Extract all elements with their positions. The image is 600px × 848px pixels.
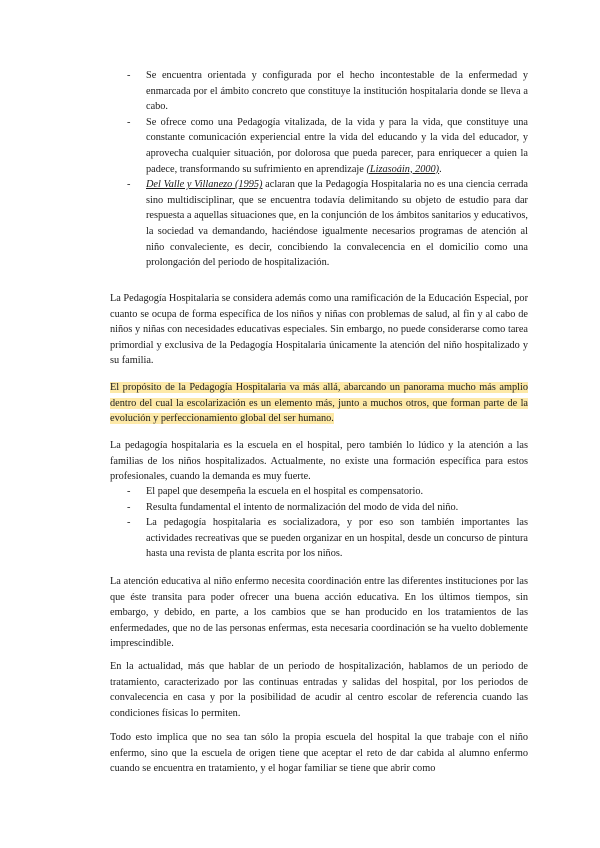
list-item-text: La pedagogía hospitalaria es socializadora, y por eso son también importantes las actividades recreativas que se pueden organizar en un hospital, desde un concurso de pintura hasta una revista de planta escrita por los niños. xyxy=(146,517,528,560)
paragraph-coordinacion: La atención educativa al niño enfermo necesita coordinación entre las diferentes instituciones por las que éste transita para poder ofrecer una buena acción educativa. En los últimos tiempos, sin embargo, y debido, en parte, a los cambios que se han producido en los tratamientos de las enfermedades, que no de las personas enfermas, esta necesaria coordinación se ha vuelto doblemente imprescindible. xyxy=(110,576,528,650)
dash-bullet: - xyxy=(127,179,131,191)
paragraph-tratamiento: En la actualidad, más que hablar de un periodo de hospitalización, hablamos de un periodo de tratamiento, caracterizado por las continuas entradas y salidas del hospital, por los periodos de convalecencia en casa y por la posibilidad de acudir al centro escolar de referencia cuando las condiciones físicas lo permiten. xyxy=(110,661,528,719)
dash-bullet: - xyxy=(127,486,131,497)
list-item-text: Se ofrece como una Pedagogía vitalizada, de la vida y para la vida, que constituye una constante comunicación experiencial entre la vida del educando y la vida del educador, y aprovecha cualquier situación, por dolorosa que pueda parecer, para enriquecer a quien la padece, transformando su sufrimiento en aprendizaje xyxy=(146,116,528,175)
paragraph-educacion-especial: La Pedagogía Hospitalaria se considera además como una ramificación de la Educación Especial, por cuanto se ocupa de forma específica de los niños y niñas con problemas de salud, al fin y al cabo de niños y niñas con necesidades educativas especiales. Sin embargo, no puede considerarse como tarea primordial y exclusiva de la Pedagogía Hospitalaria únicamente la atención del niño hospitalizado y su familia. xyxy=(110,293,528,367)
list-item-end: . xyxy=(439,163,442,175)
dash-bullet: - xyxy=(127,116,131,128)
list-item-text: aclaran que la Pedagogía Hospitalaria no es una ciencia cerrada sino multidisciplinar, que se encuentra todavía delimitando su objeto de estudio para dar respuesta a aquellas situaciones que, en la conjunción de los ámbitos sanitarios y educativos, la sociedad va demandando, haciéndose igualmente necesarios programas de atención al niño convaleciente, es decir, concibiendo la convalecencia en el domicilio como una prolongación del periodo de hospitalización. xyxy=(146,179,529,269)
bullet-list-roles xyxy=(110,484,528,562)
list-item-text: Se encuentra orientada y configurada por el hecho incontestable de la enfermedad y enmarcada por el ámbito concreto que constituye la institución hospitalaria donde se lleva a cabo. xyxy=(146,70,528,113)
citation-lizasoain: (Lizasoáin, 2000) xyxy=(366,163,440,175)
paragraph-highlighted xyxy=(110,380,528,427)
highlighted-text: El propósito de la Pedagogía Hospitalaria va más allá, abarcando un panorama mucho más amplio dentro del cual la escolarización es un elemento más, junto a muchos otros, que forman parte de la evolución y perfeccionamiento global del ser humano. xyxy=(110,382,528,425)
paragraph-escuela-hospital: La pedagogía hospitalaria es la escuela en el hospital, pero también lo lúdico y la atención a las familias de los niños hospitalizados. Actualmente, no existe una formación específica para estos profesionales, cuando la demanda es muy fuerte. xyxy=(110,440,528,483)
list-item xyxy=(110,177,528,271)
dash-bullet: - xyxy=(127,501,131,513)
bullet-list-characteristics xyxy=(110,68,528,271)
citation-del-valle: Del Valle y Villanezo (1995) xyxy=(146,179,263,191)
list-item xyxy=(110,484,528,500)
list-item-text: Resulta fundamental el intento de normalización del modo de vida del niño. xyxy=(146,501,459,513)
dash-bullet: - xyxy=(127,517,131,529)
list-item xyxy=(110,115,528,177)
list-item xyxy=(110,515,528,562)
list-item-text: El papel que desempeña la escuela en el hospital es compensatorio. xyxy=(146,486,424,497)
list-item xyxy=(110,68,528,115)
list-item xyxy=(110,500,528,516)
paragraph-escuela-origen: Todo esto implica que no sea tan sólo la propia escuela del hospital la que trabaje con el niño enfermo, sino que la escuela de origen tiene que aceptar el reto de dar cabida al alumno enfermo cuando se encuentra en tratamiento, y el hogar familiar se tiene que abrir como xyxy=(110,732,528,775)
dash-bullet: - xyxy=(127,70,131,81)
